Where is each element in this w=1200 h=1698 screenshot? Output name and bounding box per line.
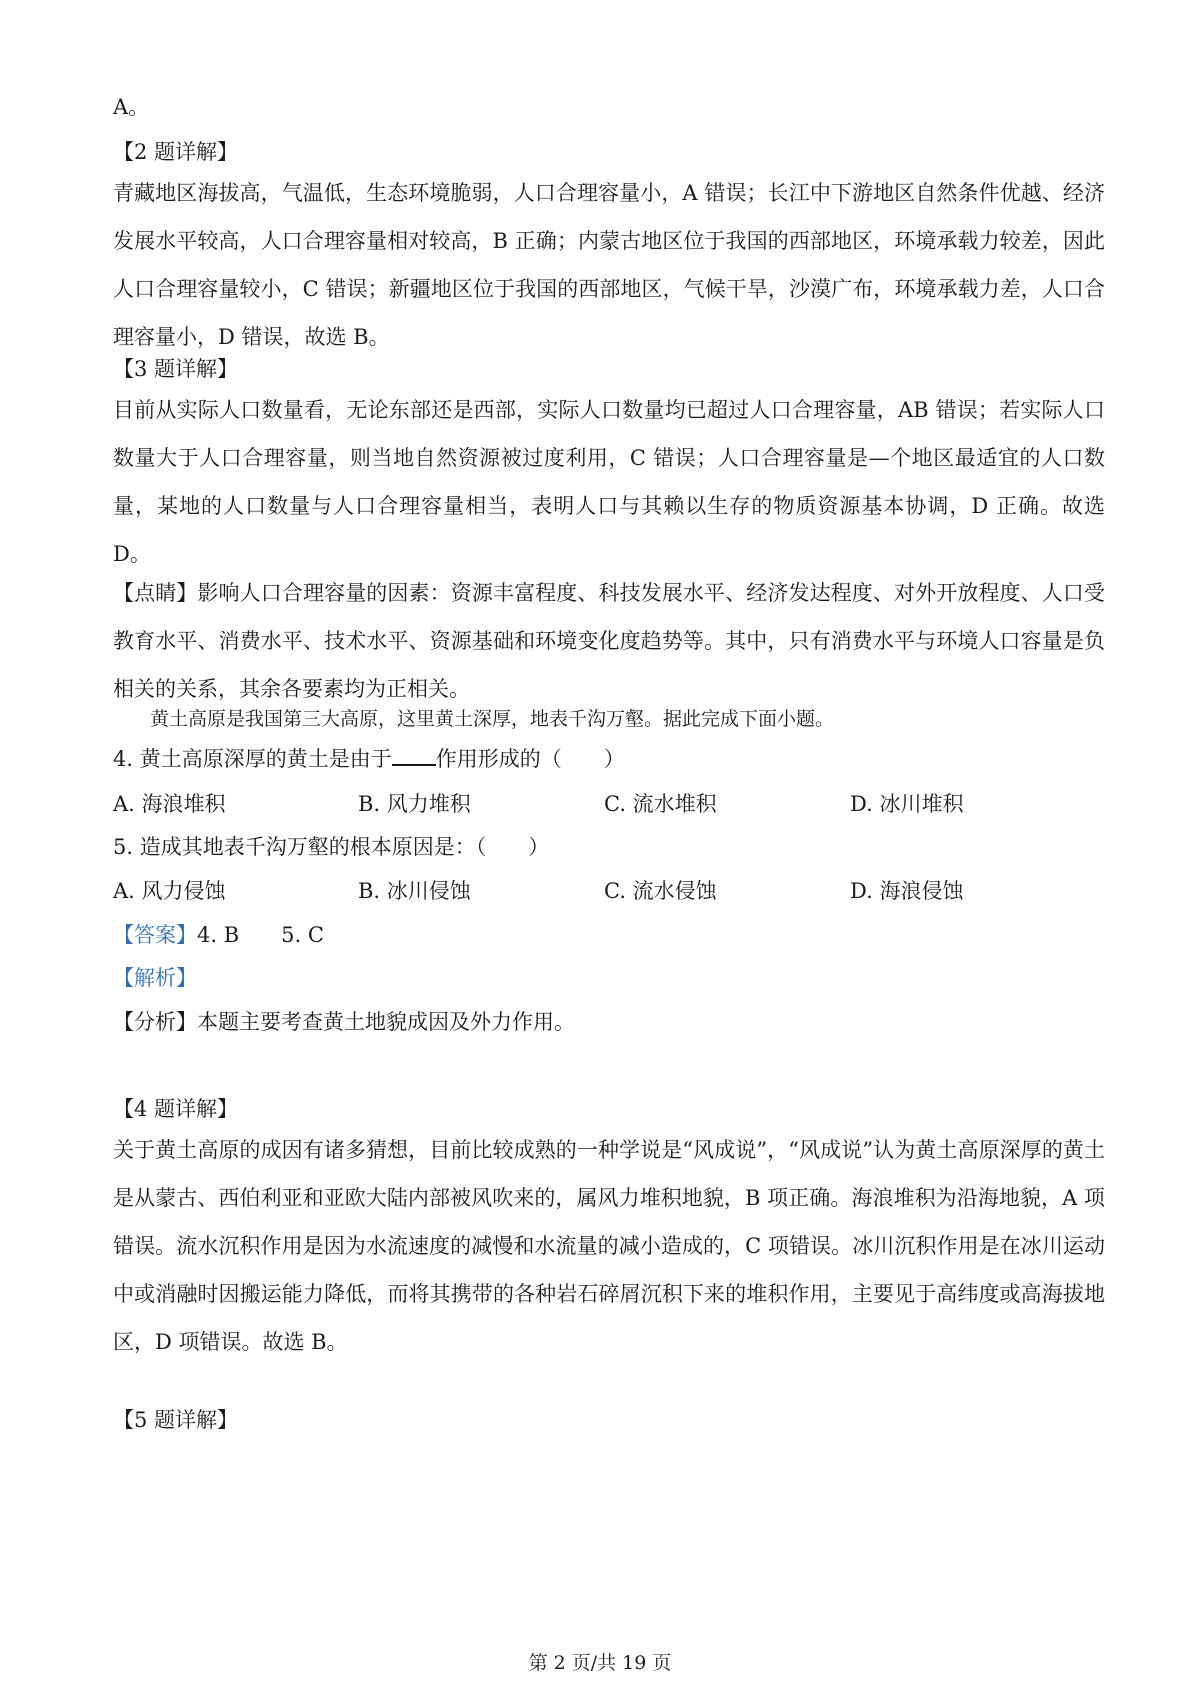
question-4-tail: 作用形成的（ ） xyxy=(435,747,625,771)
answer-label: 【答案】 xyxy=(113,923,197,947)
answer-4: 4. B xyxy=(197,923,240,947)
option-4a: A. 海浪堆积 xyxy=(113,792,226,816)
answer-line xyxy=(113,920,324,950)
paragraph-2: 青藏地区海拔高，气温低，生态环境脆弱，人口合理容量小，A 错误；长江中下游地区自然条件优越、经济发展水平较高，人口合理容量相对较高，B 正确；内蒙古地区位于我国的西部地区，环境承载力较差，因此人口合理容量较小，C 错误；新疆地区位于我国的西部地区，气候干旱，沙漠广布，环境承载力差，人口合理容量小，D 错误，故选 B。 xyxy=(113,181,1105,349)
jiexi-label: 【解析】 xyxy=(113,966,197,990)
answer-blank xyxy=(392,746,436,766)
text-line: A。 xyxy=(113,95,150,119)
answer-5: 5. C xyxy=(281,923,324,947)
dianjing-note: 【点睛】影响人口合理容量的因素：资源丰富程度、科技发展水平、经济发达程度、对外开放程度、人口受教育水平、消费水平、技术水平、资源基础和环境变化度趋势等。其中，只有消费水平与环境人口容量是负相关的关系，其余各要素均为正相关。 xyxy=(113,581,1105,701)
paragraph-3: 目前从实际人口数量看，无论东部还是西部，实际人口数量均已超过人口合理容量，AB 错误；若实际人口数量大于人口合理容量，则当地自然资源被过度利用，C 错误；人口合理容量是—个地区最适宜的人口数量，某地的人口数量与人口合理容量相当，表明人口与其赖以生存的物质资源基本协调，D 正确。故选 D。 xyxy=(113,398,1105,566)
section-heading-5: 【5 题详解】 xyxy=(113,1408,239,1432)
question-stem: 黄土高原是我国第三大高原，这里黄土深厚，地表千沟万壑。据此完成下面小题。 xyxy=(150,708,835,730)
option-5b: B. 冰川侵蚀 xyxy=(358,879,471,903)
question-4 xyxy=(113,744,625,774)
question-4-text: 4. 黄土高原深厚的黄土是由于 xyxy=(113,747,392,771)
option-5a: A. 风力侵蚀 xyxy=(113,879,226,903)
option-5d: D. 海浪侵蚀 xyxy=(850,879,964,903)
option-4d: D. 冰川堆积 xyxy=(850,792,964,816)
option-4b: B. 风力堆积 xyxy=(358,792,471,816)
option-5c: C. 流水侵蚀 xyxy=(604,879,717,903)
section-heading-2: 【2 题详解】 xyxy=(113,140,239,164)
paragraph-4: 关于黄土高原的成因有诸多猜想，目前比较成熟的一种学说是“风成说”，“风成说”认为黄土高原深厚的黄土是从蒙古、西伯利亚和亚欧大陆内部被风吹来的，属风力堆积地貌，B 项正确。海浪堆积为沿海地貌，A 项错误。流水沉积作用是因为水流速度的减慢和水流量的减小造成的，C 项错误。冰川沉积作用是在冰川运动中或消融时因搬运能力降低，而将其携带的各种岩石碎屑沉积下来的堆积作用，主要见于高纬度或高海拔地区，D 项错误。故选 B。 xyxy=(113,1138,1105,1354)
page-footer: 第 2 页/共 19 页 xyxy=(528,1652,672,1674)
section-heading-3: 【3 题详解】 xyxy=(113,357,239,381)
section-heading-4: 【4 题详解】 xyxy=(113,1097,239,1121)
option-4c: C. 流水堆积 xyxy=(604,792,717,816)
fenxi-line: 【分析】本题主要考查黄土地貌成因及外力作用。 xyxy=(113,1010,575,1034)
question-5: 5. 造成其地表千沟万壑的根本原因是：（ ） xyxy=(113,835,550,859)
